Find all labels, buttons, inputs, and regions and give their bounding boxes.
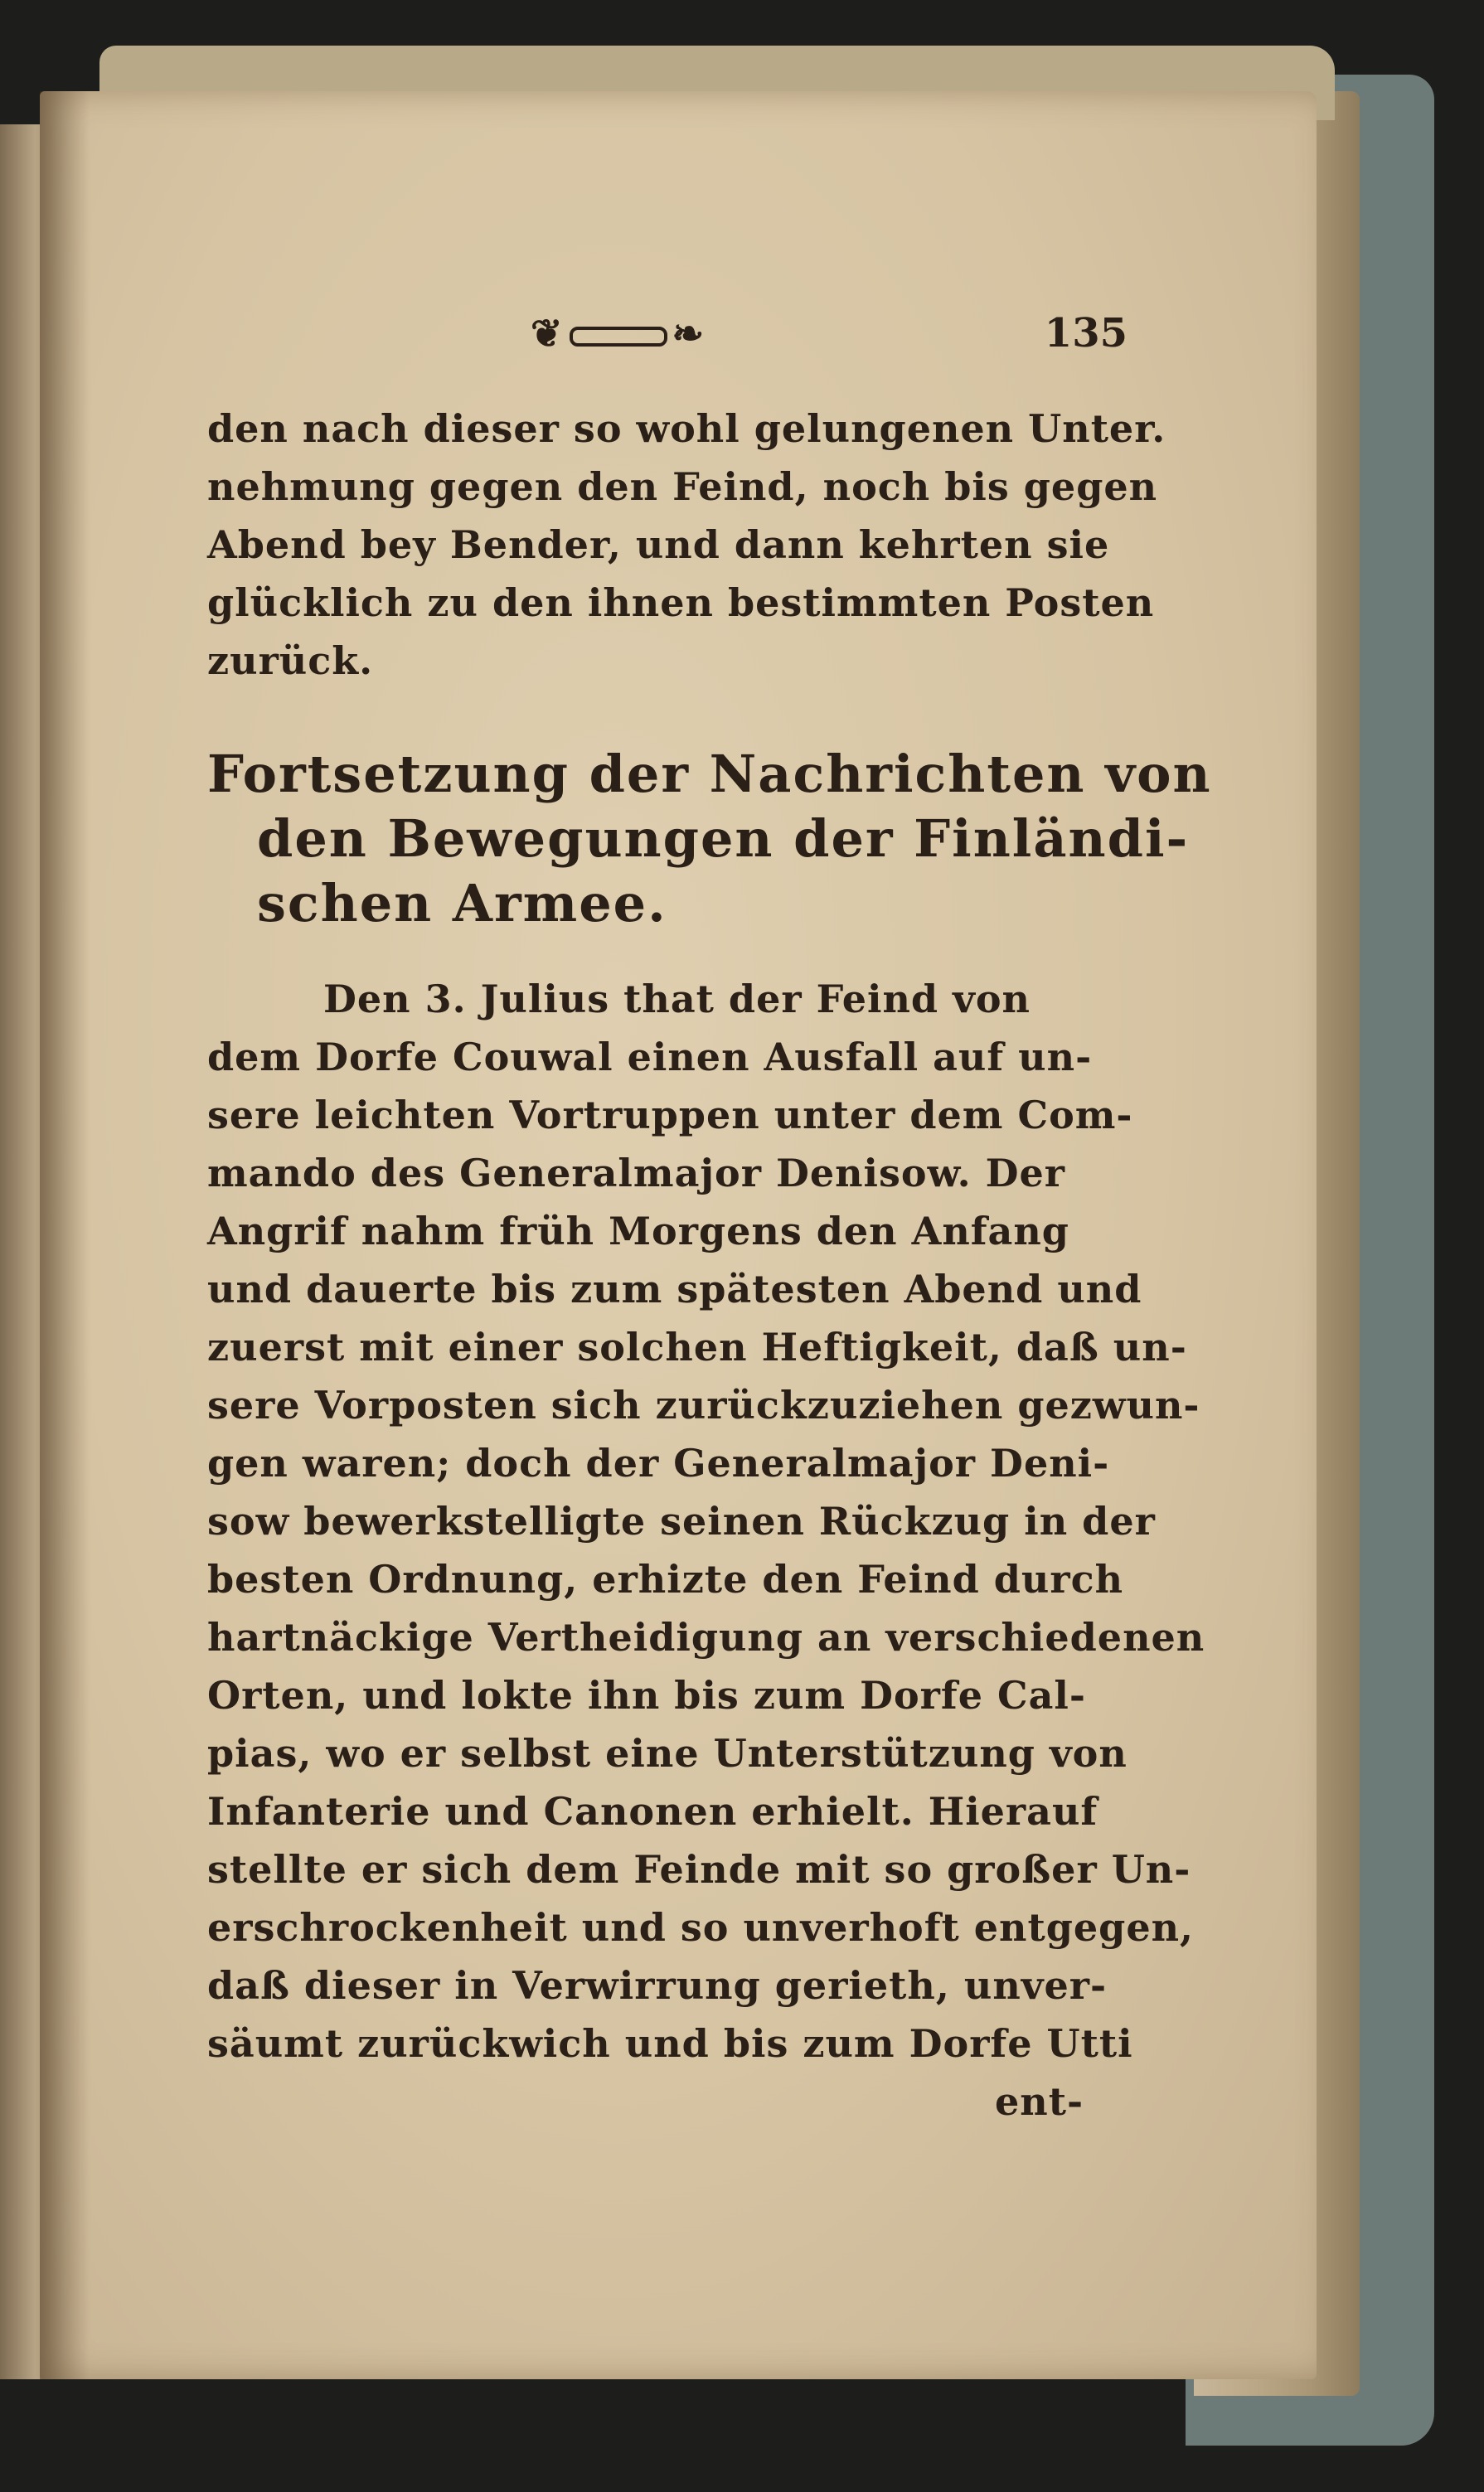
text-line: sow bewerkstelligte seinen Rückzug in der	[207, 1499, 1156, 1544]
text-line: nehmung gegen den Feind, noch bis gegen	[207, 464, 1158, 509]
text-line: besten Ordnung, erhizte den Feind durch	[207, 1557, 1124, 1602]
text-line: gen waren; doch der Generalmajor Deni-	[207, 1441, 1110, 1486]
text-line: glücklich zu den ihnen bestimmten Posten	[207, 580, 1155, 625]
text-line: dem Dorfe Couwal einen Ausfall auf un-	[207, 1035, 1093, 1079]
text-line: hartnäckige Vertheidigung an verschiedenen	[207, 1615, 1205, 1660]
text-line: Abend bey Bender, und dann kehrten sie	[207, 522, 1110, 567]
text-line: und dauerte bis zum spätesten Abend und	[207, 1267, 1142, 1311]
text-line: Infanterie und Canonen erhielt. Hierauf	[207, 1789, 1098, 1834]
text-line: Den 3. Julius that der Feind von	[323, 977, 1031, 1021]
page-header	[531, 308, 1128, 366]
text-line: zuerst mit einer solchen Heftigkeit, daß un-	[207, 1325, 1187, 1370]
text-line: Orten, und lokte ihn bis zum Dorfe Cal-	[207, 1673, 1086, 1718]
heading-line: Fortsetzung der Nachrichten von	[207, 744, 1212, 804]
paragraph-2	[207, 970, 1205, 2131]
ornament-bar	[570, 327, 667, 347]
ornament-left: ❦	[531, 311, 565, 356]
heading-line: schen Armee.	[257, 873, 667, 933]
ornament	[531, 308, 779, 358]
heading-line: den Bewegungen der Finländi-	[257, 808, 1190, 869]
text-line: pias, wo er selbst eine Unterstützung von	[207, 1731, 1128, 1776]
text-line: den nach dieser so wohl gelungenen Unter.	[207, 406, 1166, 451]
text-line: sere Vorposten sich zurückzuziehen gezwun-	[207, 1383, 1200, 1428]
text-line: sere leichten Vortruppen unter dem Com-	[207, 1093, 1133, 1137]
page-gutter	[40, 91, 90, 2379]
page-number: 135	[1044, 310, 1128, 356]
text-line: mando des Generalmajor Denisow. Der	[207, 1151, 1066, 1195]
ornament-right: ❧	[672, 311, 706, 356]
section-heading	[207, 742, 1212, 936]
text-line: stellte er sich dem Feinde mit so großer Un-	[207, 1847, 1191, 1892]
text-line: erschrockenheit und so unverhoft entgegen,	[207, 1905, 1195, 1950]
text-line: daß dieser in Verwirrung gerieth, unver-	[207, 1963, 1108, 2008]
text-line: zurück.	[207, 638, 374, 683]
text-line: säumt zurückwich und bis zum Dorfe Utti	[207, 2021, 1133, 2066]
paragraph-1	[207, 400, 1166, 690]
catchword: ent-	[995, 2079, 1084, 2124]
text-line: Angrif nahm früh Morgens den Anfang	[207, 1209, 1069, 1253]
